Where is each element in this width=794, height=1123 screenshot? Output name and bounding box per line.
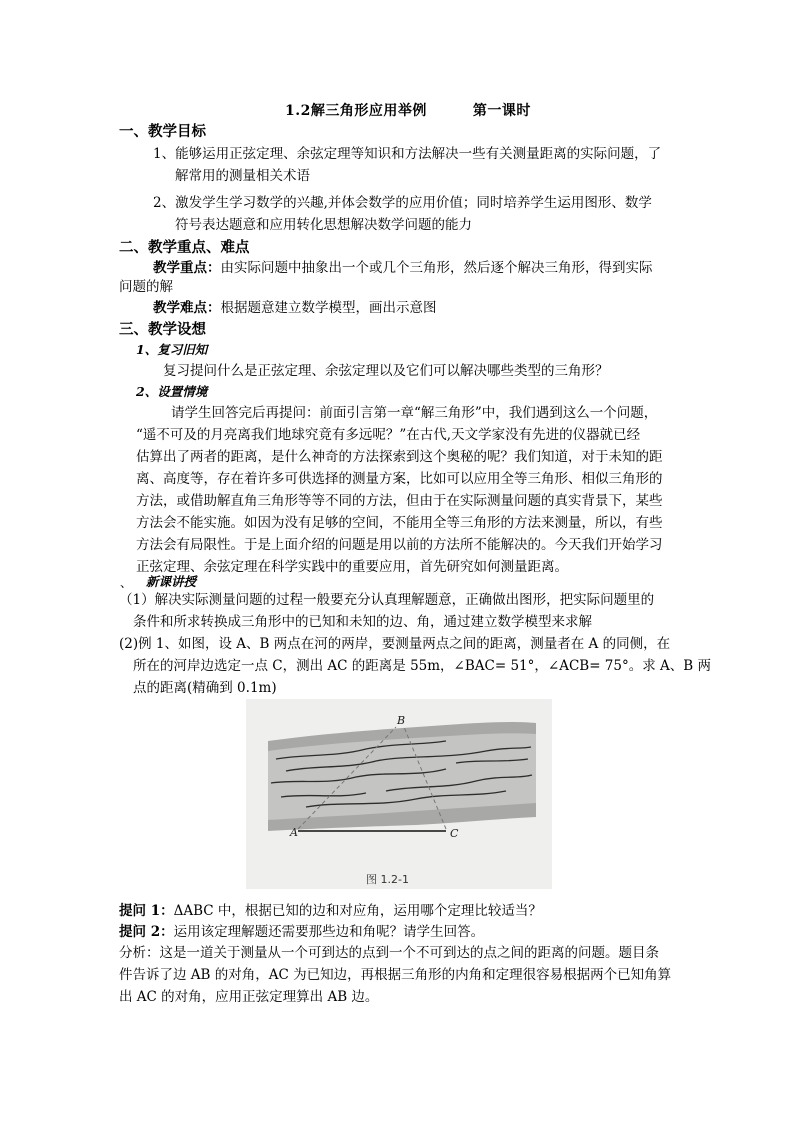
scene-label: 2、设置情境	[136, 384, 208, 399]
river-figure	[246, 699, 552, 889]
title-lesson: 第一课时	[472, 103, 531, 119]
design-heading: 三、教学设想	[119, 321, 206, 338]
question2-label: 提问 2：	[119, 924, 174, 940]
question1-text: ΔABC 中，根据已知的边和对应角，运用哪个定理比较适当？	[173, 903, 542, 919]
question1	[119, 900, 542, 922]
page-title	[285, 100, 531, 120]
analysis-line3: 出 AC 的对角，应用正弦定理算出 AB 边。	[119, 989, 379, 1005]
difficulty-text: 根据题意建立数学模型，画出示意图	[220, 300, 437, 316]
keypoints-heading: 二、教学重点、难点	[119, 239, 250, 256]
key-point-line1	[153, 257, 653, 279]
question2-text: 运用该定理解题还需要那些边和角呢？请学生回答。	[173, 924, 485, 940]
new-lesson-mark: 、	[120, 576, 133, 590]
difficulty-label: 教学难点：	[153, 300, 221, 316]
goal1-line2: 解常用的测量相关术语	[175, 168, 310, 184]
item2-line1: (2)例 1、如图，设 A、B 两点在河的两岸，要测量两点之间的距离，测量者在 A 的同侧，在	[119, 636, 671, 652]
goal2-line1: 2、激发学生学习数学的兴趣,并体会数学的应用价值；同时培养学生运用图形、数学	[153, 195, 652, 211]
analysis-line1: 分析：这是一道关于测量从一个可到达的点到一个不可到达的点之间的距离的问题。题目条	[119, 945, 659, 961]
item1-line2: 条件和所求转换成三角形中的已知和未知的边、角，通过建立数学模型来求解	[133, 614, 592, 630]
key-label: 教学重点：	[153, 260, 221, 276]
new-lesson-label: 新课讲授	[146, 574, 197, 589]
item1-line1: （1）解决实际测量问题的过程一般要充分认真理解题意，正确做出图形，把实际问题里的	[119, 592, 655, 608]
review-label: 1、复习旧知	[136, 342, 208, 357]
question1-label: 提问 1：	[119, 903, 174, 919]
river-diagram	[246, 699, 552, 889]
item2-line3: 点的距离(精确到 0.1m)	[133, 680, 277, 696]
point-b-label: B	[397, 714, 406, 727]
scene-line2: “遥不可及的月亮离我们地球究竟有多远呢？”在古代,天文学家没有先进的仪器就已经	[136, 427, 641, 443]
question2	[119, 921, 484, 943]
scene-line5: 方法，或借助解直角三角形等等不同的方法，但由于在实际测量问题的真实背景下，某些	[136, 493, 663, 509]
point-a-label: A	[290, 826, 298, 839]
item2-line2: 所在的河岸边选定一点 C，测出 AC 的距离是 55m，∠BAC= 51°，∠ACB= 75°。求 A、B 两	[133, 658, 711, 674]
goal2-line2: 符号表达题意和应用转化思想解决数学问题的能力	[175, 217, 472, 233]
scene-line4: 离、高度等，存在着许多可供选择的测量方案，比如可以应用全等三角形、相似三角形的	[136, 471, 663, 487]
goal1-line1: 1、能够运用正弦定理、余弦定理等知识和方法解决一些有关测量距离的实际问题，了	[153, 146, 662, 162]
key-point-line2: 问题的解	[119, 279, 173, 295]
analysis-line2: 件告诉了边 AB 的对角，AC 为已知边，再根据三角形的内角和定理很容易根据两个已知角算	[119, 967, 672, 983]
goals-heading: 一、教学目标	[119, 123, 206, 140]
difficulty-line	[153, 297, 437, 319]
figure-caption: 图 1.2-1	[366, 873, 409, 886]
scene-line1: 请学生回答完后再提问：前面引言第一章“解三角形”中，我们遇到这么一个问题，	[171, 405, 658, 421]
scene-line7: 方法会有局限性。于是上面介绍的问题是用以前的方法所不能解决的。今天我们开始学习	[136, 537, 663, 553]
title-main: 1.2解三角形应用举例	[285, 103, 427, 119]
scene-line6: 方法会不能实施。如因为没有足够的空间，不能用全等三角形的方法来测量，所以，有些	[136, 515, 663, 531]
key-text: 由实际问题中抽象出一个或几个三角形，然后逐个解决三角形，得到实际	[220, 260, 653, 276]
review-text: 复习提问什么是正弦定理、余弦定理以及它们可以解决哪些类型的三角形？	[163, 363, 609, 379]
scene-line3: 估算出了两者的距离，是什么神奇的方法探索到这个奥秘的呢？我们知道，对于未知的距	[136, 449, 663, 465]
scene-line8: 正弦定理、余弦定理在科学实践中的重要应用，首先研究如何测量距离。	[136, 559, 568, 575]
point-c-label: C	[450, 827, 459, 840]
